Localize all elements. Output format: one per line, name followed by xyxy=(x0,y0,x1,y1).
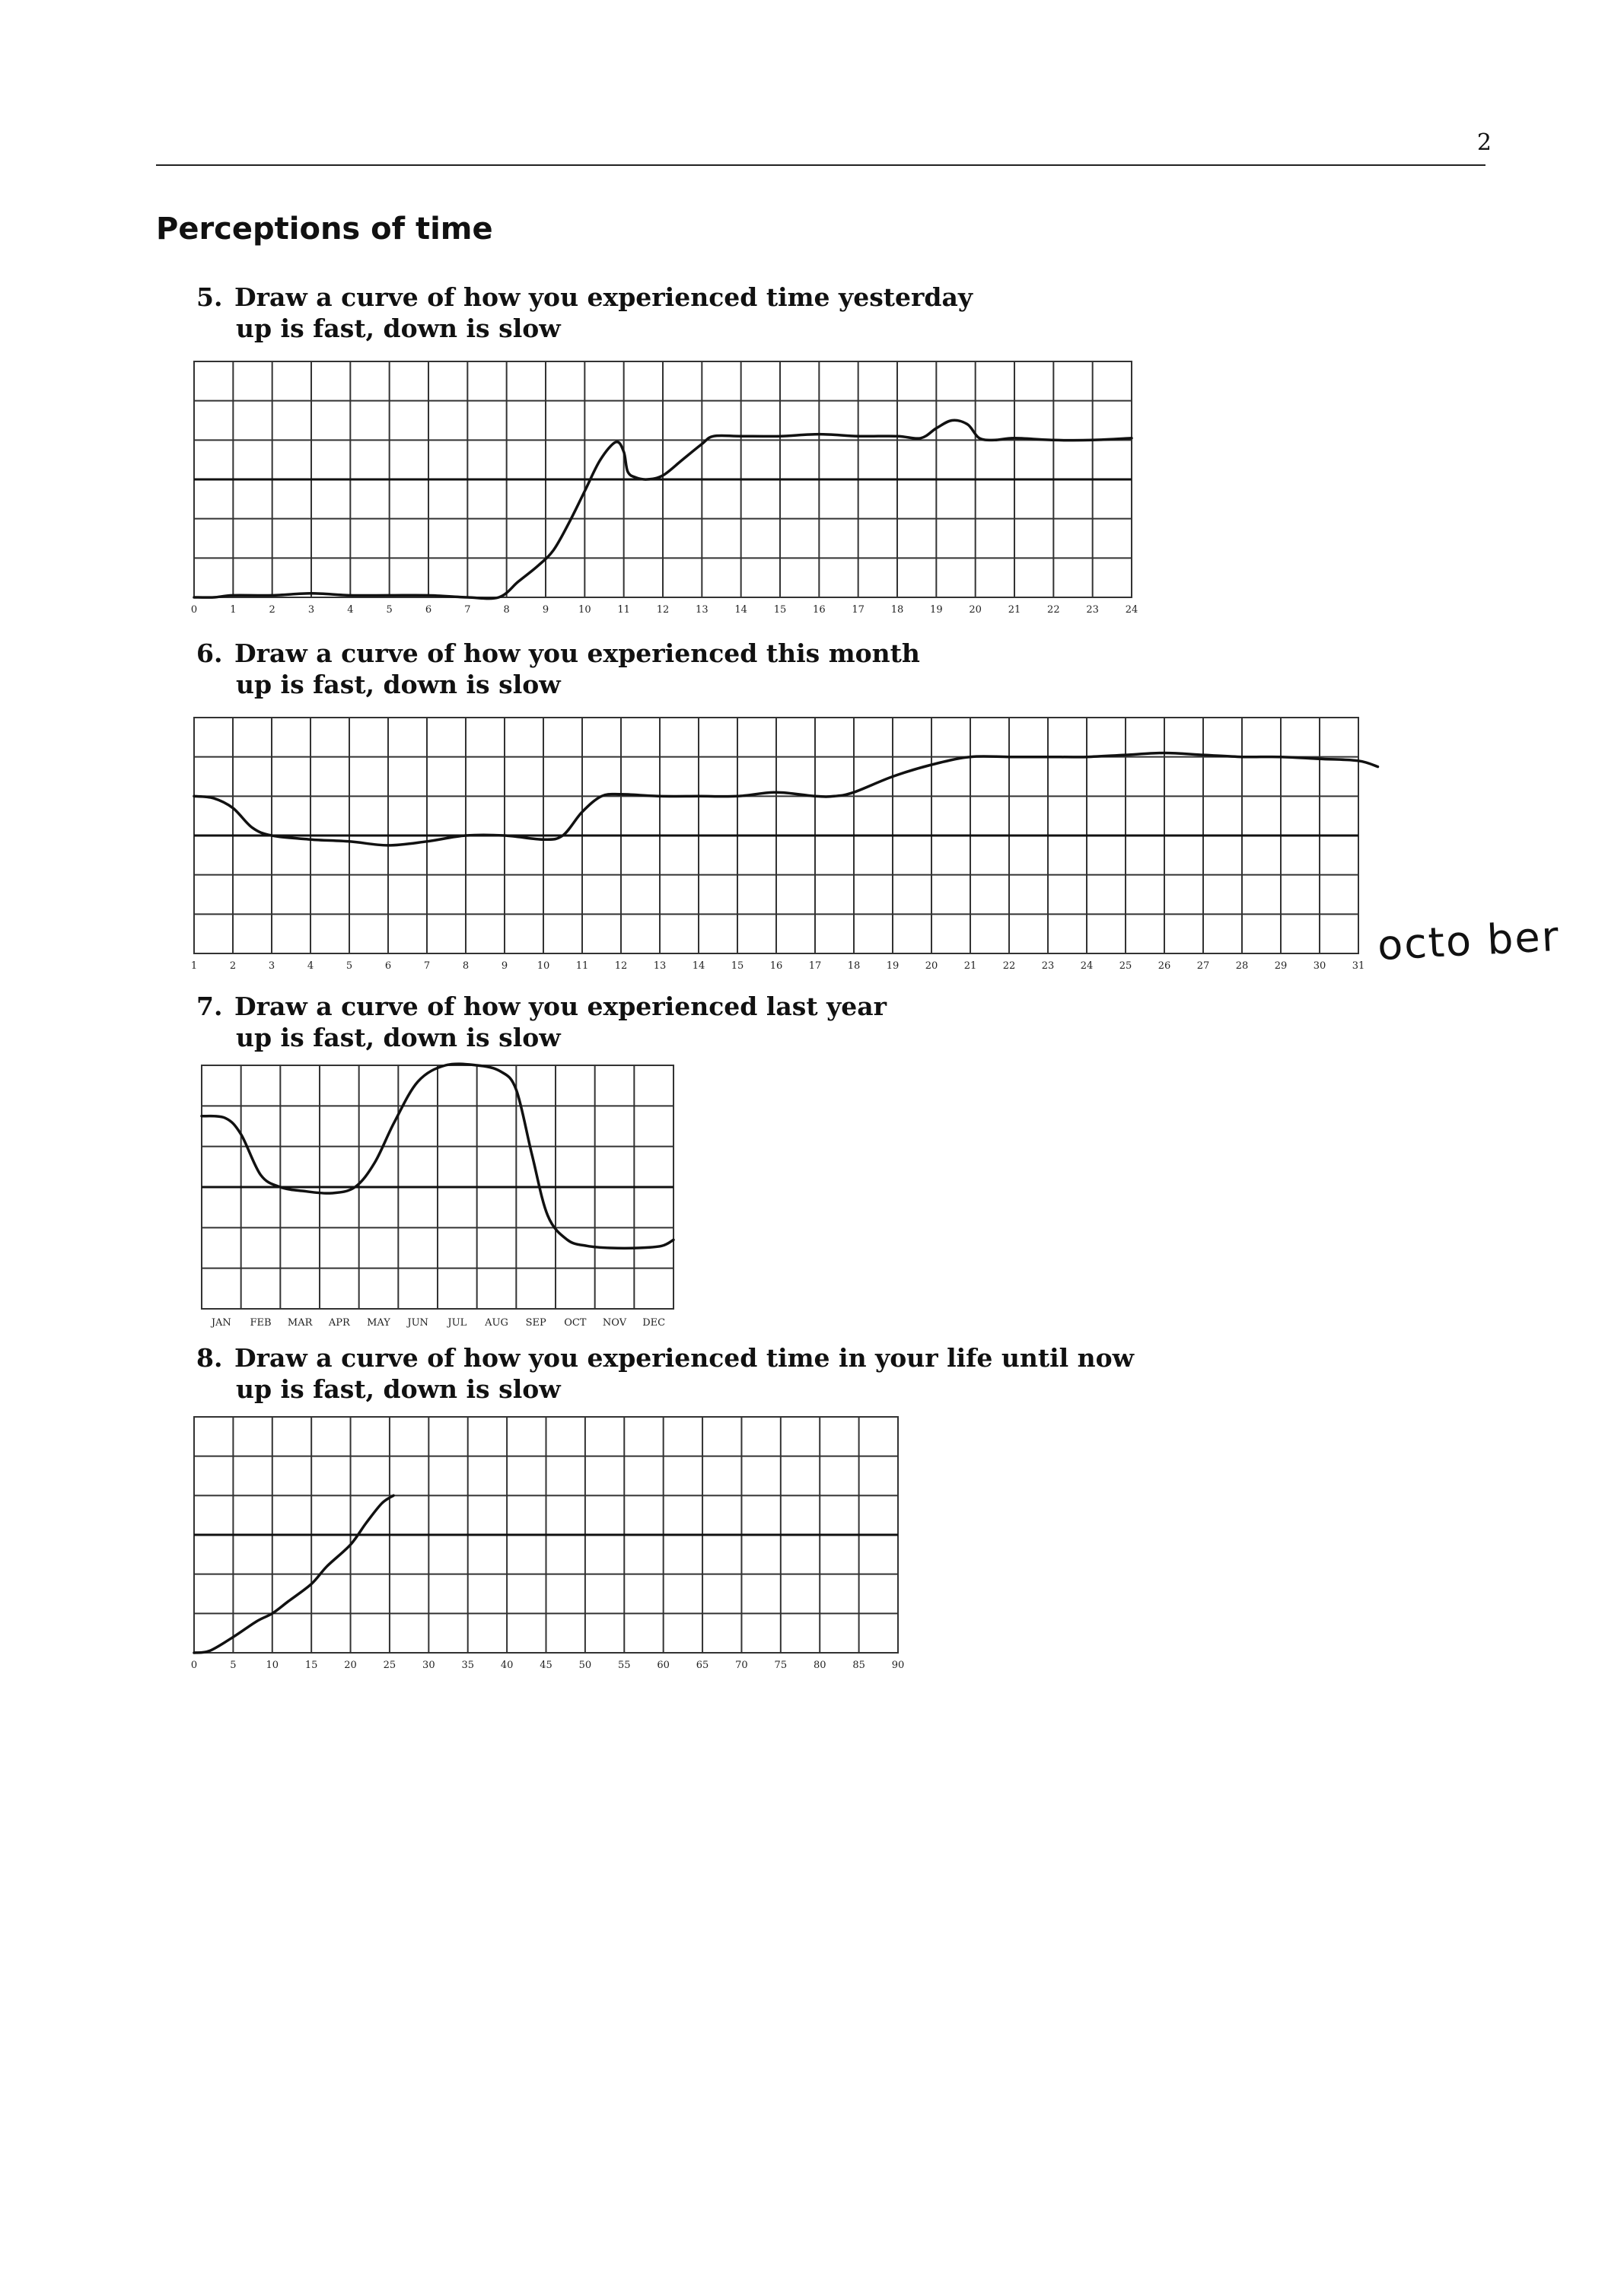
chart-yesterday[interactable] xyxy=(190,361,1149,620)
question-5-number: 5. xyxy=(196,282,223,312)
question-6-title xyxy=(196,638,920,670)
tick-label: 16 xyxy=(769,960,783,972)
tick-label: 4 xyxy=(347,604,354,616)
tick-label: JAN xyxy=(211,1317,231,1329)
tick-label: MAR xyxy=(287,1317,313,1329)
tick-label: 21 xyxy=(963,960,977,972)
question-7-title xyxy=(196,991,887,1023)
tick-label: 24 xyxy=(1125,604,1138,616)
tick-label: 22 xyxy=(1002,960,1016,972)
tick-label: 11 xyxy=(617,604,630,616)
question-6-text: Draw a curve of how you experienced this month xyxy=(234,638,920,668)
tick-label: 3 xyxy=(307,604,315,616)
tick-label: 25 xyxy=(1119,960,1132,972)
tick-label: 55 xyxy=(618,1660,631,1671)
tick-label: 20 xyxy=(969,604,982,616)
hand-drawn-curve-0 xyxy=(194,753,1378,845)
tick-label: 6 xyxy=(384,960,392,972)
question-6-subtitle: up is fast, down is slow xyxy=(236,670,561,699)
tick-label: 25 xyxy=(383,1660,396,1671)
chart-0-plot xyxy=(191,361,1138,616)
tick-label: 50 xyxy=(578,1660,592,1671)
tick-label: JUN xyxy=(407,1317,428,1329)
tick-label: 17 xyxy=(852,604,865,616)
tick-label: 35 xyxy=(461,1660,474,1671)
tick-label: 80 xyxy=(813,1660,826,1671)
tick-label: 1 xyxy=(190,960,198,972)
tick-label: 1 xyxy=(230,604,237,616)
tick-label: NOV xyxy=(602,1317,627,1329)
tick-label: 6 xyxy=(425,604,432,616)
tick-label: MAY xyxy=(367,1317,390,1329)
tick-label: 7 xyxy=(423,960,431,972)
tick-label: 30 xyxy=(1313,960,1326,972)
tick-label: 28 xyxy=(1235,960,1249,972)
tick-label: 23 xyxy=(1086,604,1099,616)
tick-label: 65 xyxy=(696,1660,709,1671)
question-5-title xyxy=(196,282,973,314)
chart-this-month[interactable] xyxy=(190,718,1400,976)
tick-label: 17 xyxy=(808,960,822,972)
handwritten-month-note: octo ber xyxy=(1376,912,1562,970)
tick-label: 2 xyxy=(229,960,237,972)
question-5-subtitle: up is fast, down is slow xyxy=(236,314,561,343)
tick-label: 8 xyxy=(462,960,470,972)
question-5-text: Draw a curve of how you experienced time yesterday xyxy=(234,282,973,312)
tick-label: OCT xyxy=(564,1317,587,1329)
chart-1-plot xyxy=(191,718,1378,972)
tick-label: 14 xyxy=(734,604,747,616)
tick-label: 0 xyxy=(190,1660,198,1671)
tick-label: 7 xyxy=(464,604,471,616)
tick-label: 40 xyxy=(500,1660,514,1671)
tick-label: 70 xyxy=(735,1660,748,1671)
tick-label: 26 xyxy=(1157,960,1171,972)
header-rule xyxy=(156,164,1485,166)
tick-label: 5 xyxy=(230,1660,237,1671)
tick-label: 8 xyxy=(503,604,510,616)
tick-label: 85 xyxy=(852,1660,865,1671)
tick-label: 27 xyxy=(1196,960,1210,972)
tick-label: 20 xyxy=(344,1660,357,1671)
tick-label: 10 xyxy=(266,1660,279,1671)
tick-label: 15 xyxy=(731,960,744,972)
tick-label: 21 xyxy=(1008,604,1021,616)
question-8-title xyxy=(196,1342,1134,1374)
tick-label: 15 xyxy=(773,604,787,616)
tick-label: 15 xyxy=(304,1660,318,1671)
tick-label: 75 xyxy=(774,1660,788,1671)
tick-label: 16 xyxy=(813,604,826,616)
tick-label: 13 xyxy=(696,604,709,616)
tick-label: SEP xyxy=(525,1317,546,1329)
tick-label: DEC xyxy=(642,1317,666,1329)
tick-label: FEB xyxy=(250,1317,272,1329)
tick-label: 18 xyxy=(847,960,861,972)
tick-label: 0 xyxy=(190,604,198,616)
question-7-text: Draw a curve of how you experienced last year xyxy=(234,992,887,1021)
tick-label: 23 xyxy=(1041,960,1055,972)
tick-label: 10 xyxy=(537,960,550,972)
question-6-number: 6. xyxy=(196,638,223,668)
tick-label: 90 xyxy=(891,1660,905,1671)
chart-life-until-now[interactable] xyxy=(190,1417,913,1676)
tick-label: 19 xyxy=(886,960,900,972)
tick-label: 13 xyxy=(653,960,667,972)
question-8-text: Draw a curve of how you experienced time in your life until now xyxy=(234,1343,1135,1373)
tick-label: 4 xyxy=(307,960,314,972)
tick-label: 2 xyxy=(269,604,275,616)
tick-label: APR xyxy=(328,1317,350,1329)
chart-last-year[interactable] xyxy=(190,1065,693,1332)
tick-label: JUL xyxy=(447,1317,467,1329)
page-number: 2 xyxy=(1476,129,1492,156)
tick-label: 30 xyxy=(422,1660,435,1671)
chart-3-plot xyxy=(191,1417,904,1671)
question-7-number: 7. xyxy=(196,992,223,1021)
tick-label: 31 xyxy=(1352,960,1365,972)
tick-label: 60 xyxy=(657,1660,670,1671)
tick-label: 12 xyxy=(614,960,628,972)
tick-label: 18 xyxy=(890,604,904,616)
tick-label: 45 xyxy=(540,1660,552,1671)
tick-label: 20 xyxy=(925,960,938,972)
tick-label: 9 xyxy=(501,960,508,972)
tick-label: 12 xyxy=(656,604,670,616)
chart-2-plot xyxy=(202,1064,673,1329)
tick-label: 11 xyxy=(575,960,589,972)
section-title: Perceptions of time xyxy=(156,212,493,247)
question-8-subtitle: up is fast, down is slow xyxy=(236,1374,561,1404)
tick-label: AUG xyxy=(485,1317,508,1329)
tick-label: 19 xyxy=(930,604,943,616)
tick-label: 3 xyxy=(268,960,275,972)
question-7-subtitle: up is fast, down is slow xyxy=(236,1023,561,1052)
tick-label: 5 xyxy=(386,604,393,616)
tick-label: 24 xyxy=(1080,960,1094,972)
question-8-number: 8. xyxy=(196,1343,223,1373)
tick-label: 5 xyxy=(345,960,353,972)
tick-label: 10 xyxy=(578,604,591,616)
tick-label: 29 xyxy=(1274,960,1288,972)
tick-label: 22 xyxy=(1047,604,1060,616)
tick-label: 9 xyxy=(542,604,549,616)
tick-label: 14 xyxy=(692,960,705,972)
